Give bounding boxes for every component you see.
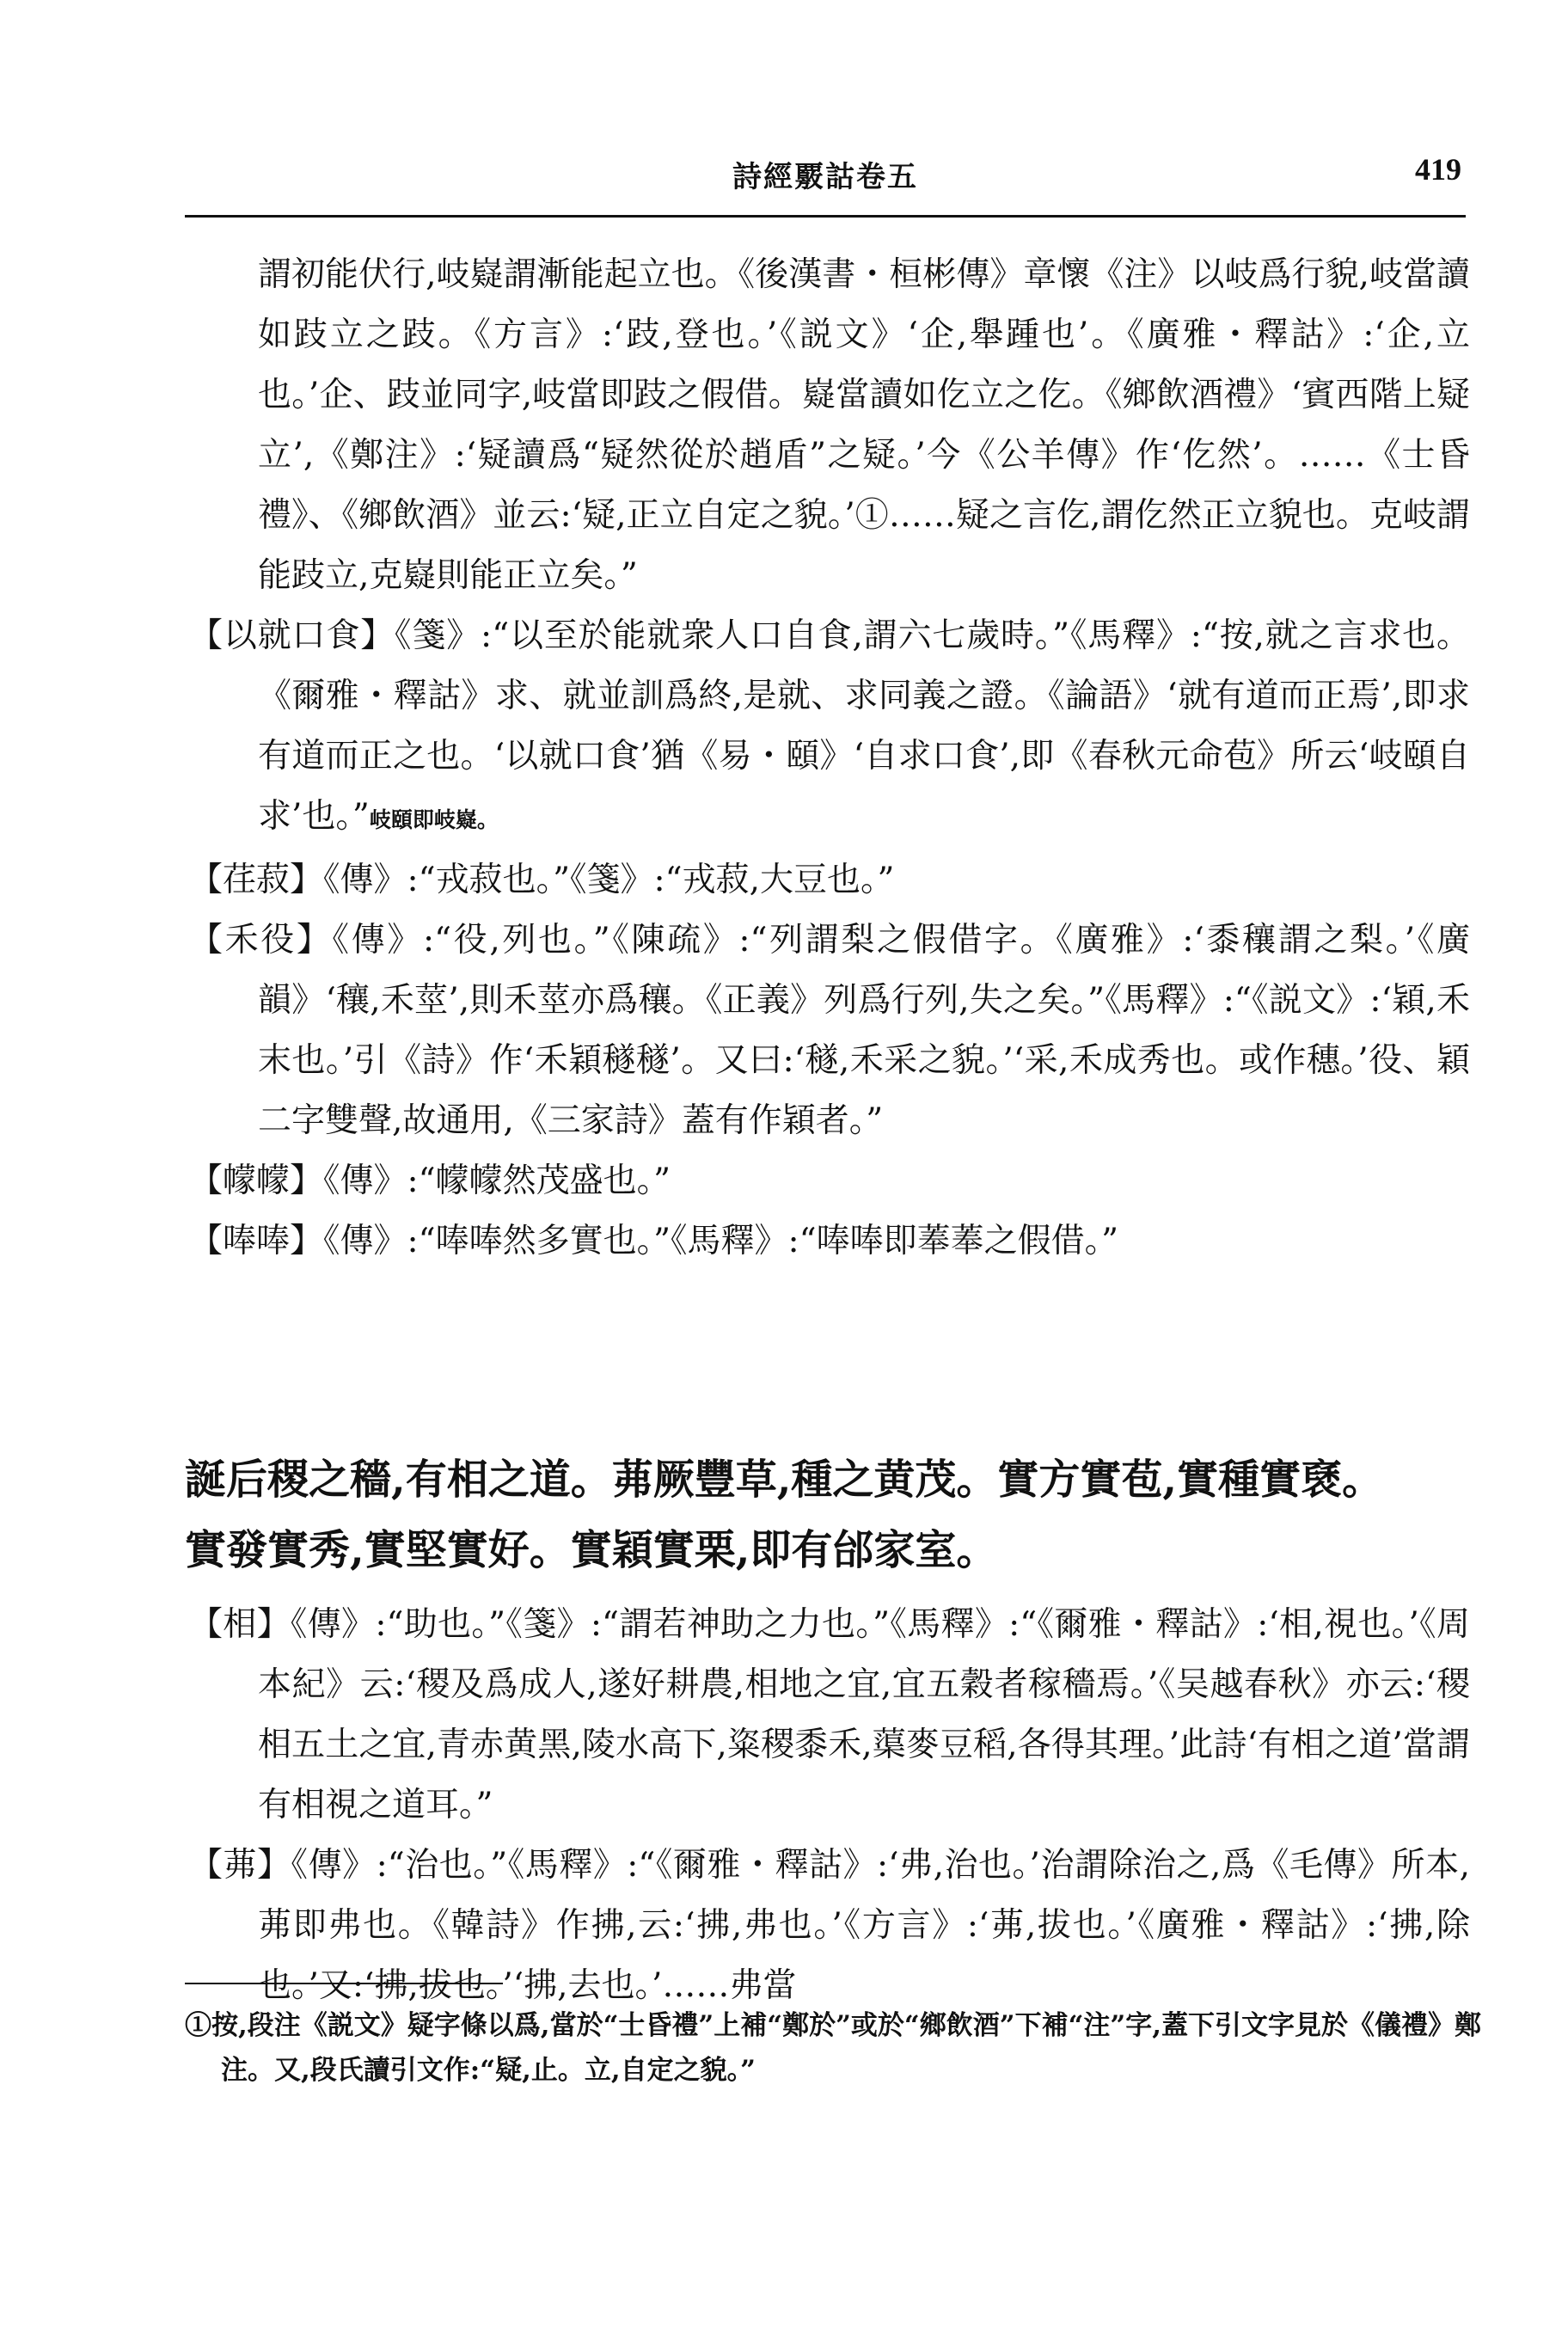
commentary-entry — [189, 606, 1470, 850]
commentary-entry — [189, 1595, 1470, 1836]
commentary-text: 【唪唪】《傳》:“唪唪然多實也。”《馬釋》:“唪唪即菶菶之假借。” — [189, 1222, 1119, 1260]
header-rule — [185, 215, 1466, 218]
verse-line: 實發實秀,實堅實好。實穎實栗,即有邰家室。 — [185, 1526, 998, 1574]
running-title: 詩經覈詁卷五 — [732, 160, 918, 194]
commentary-text: 【茀】《傳》:“治也。”《馬釋》:“《爾雅・釋詁》:‘弗,治也。’治謂除治之,爲《毛傳》所本,茀即弗也。《韓詩》作拂,云:‘拂,弗也。’《方言》:‘茀,拔也。’《廣雅・釋詁》:‘拂,除也。’又:‘拂,拔也。’‘拂,去也。’……弗當 — [189, 1846, 1470, 2005]
commentary-text: 謂初能伏行,岐嶷謂漸能起立也。《後漢書・桓彬傳》章懷《注》以岐爲行貌,岐當讀如跂立之跂。《方言》:‘跂,登也。’《説文》‘企,舉踵也’。《廣雅・釋詁》:‘企,立也。’企、跂並同字,岐當即跂之假借。嶷當讀如仡立之仡。《鄉飲酒禮》‘賓西階上疑立’,《鄭注》:‘疑讀爲“疑然從於趙盾”之疑。’今《公羊傳》作‘仡然’。……《士昏禮》、《鄉飲酒》並云:‘疑,正立自定之貌。’①……疑之言仡,謂仡然正立貌也。克岐謂能跂立,克嶷則能正立矣。” — [258, 255, 1470, 595]
commentary-text: 【幪幪】《傳》:“幪幪然茂盛也。” — [189, 1162, 671, 1200]
commentary-bottom — [189, 1595, 1470, 2016]
commentary-top — [189, 245, 1470, 1272]
commentary-text: 【以就口食】《箋》:“以至於能就衆人口自食,謂六七歲時。”《馬釋》:“按,就之言求也。《爾雅・釋詁》求、就並訓爲終,是就、求同義之證。《論語》‘就有道而正焉’,即求有道而正之也。‘以就口食’猶《易・頤》‘自求口食’,即《春秋元命苞》所云‘岐頤自求’也。” — [189, 616, 1470, 836]
commentary-text: 【荏菽】《傳》:“戎菽也。”《箋》:“戎菽,大豆也。” — [189, 861, 895, 899]
commentary-entry — [189, 910, 1470, 1151]
commentary-entry — [189, 1211, 1470, 1272]
footnote-rule — [185, 1983, 503, 1984]
commentary-continuation — [258, 245, 1470, 606]
commentary-entry — [189, 850, 1470, 910]
verse-line: 誕后稷之穡,有相之道。茀厥豐草,種之黄茂。實方實苞,實種實褎。 — [185, 1456, 1384, 1504]
commentary-entry — [189, 1151, 1470, 1211]
commentary-text: 【相】《傳》:“助也。”《箋》:“謂若神助之力也。”《馬釋》:“《爾雅・釋詁》:‘相,視也。’《周本紀》云:‘稷及爲成人,遂好耕農,相地之宜,宜五穀者稼穡焉。’《吴越春秋》亦云:‘稷相五土之宜,青赤黄黑,陵水高下,粢稷黍禾,蕖麥豆稻,各得其理。’此詩‘有相之道’當謂有相視之道耳。” — [189, 1605, 1470, 1824]
commentary-entry — [189, 1836, 1470, 2016]
commentary-text: 【禾役】《傳》:“役,列也。”《陳疏》:“列謂梨之假借字。《廣雅》:‘黍穰謂之梨。’《廣韻》‘穰,禾莖’,則禾莖亦爲穰。《正義》列爲行列,失之矣。”《馬釋》:“《説文》:‘穎,禾末也。’引《詩》作‘禾穎穟穟’。又曰:‘穟,禾采之貌。’‘采,禾成秀也。或作穗。’役、穎二字雙聲,故通用,《三家詩》蓋有作穎者。” — [189, 921, 1470, 1140]
page-header — [185, 144, 1466, 196]
footnote: ①按,段注《説文》疑字條以爲,當於“士昏禮”上補“鄭於”或於“鄉飲酒”下補“注”字,蓋下引文字見於《儀禮》鄭注。又,段氏讀引文作:“疑,止。立,自定之貌。” — [185, 2010, 1482, 2086]
page-number: 419 — [1415, 152, 1461, 187]
small-note: 岐頤即岐嶷。 — [369, 807, 499, 832]
verse-text — [185, 1444, 1474, 1585]
